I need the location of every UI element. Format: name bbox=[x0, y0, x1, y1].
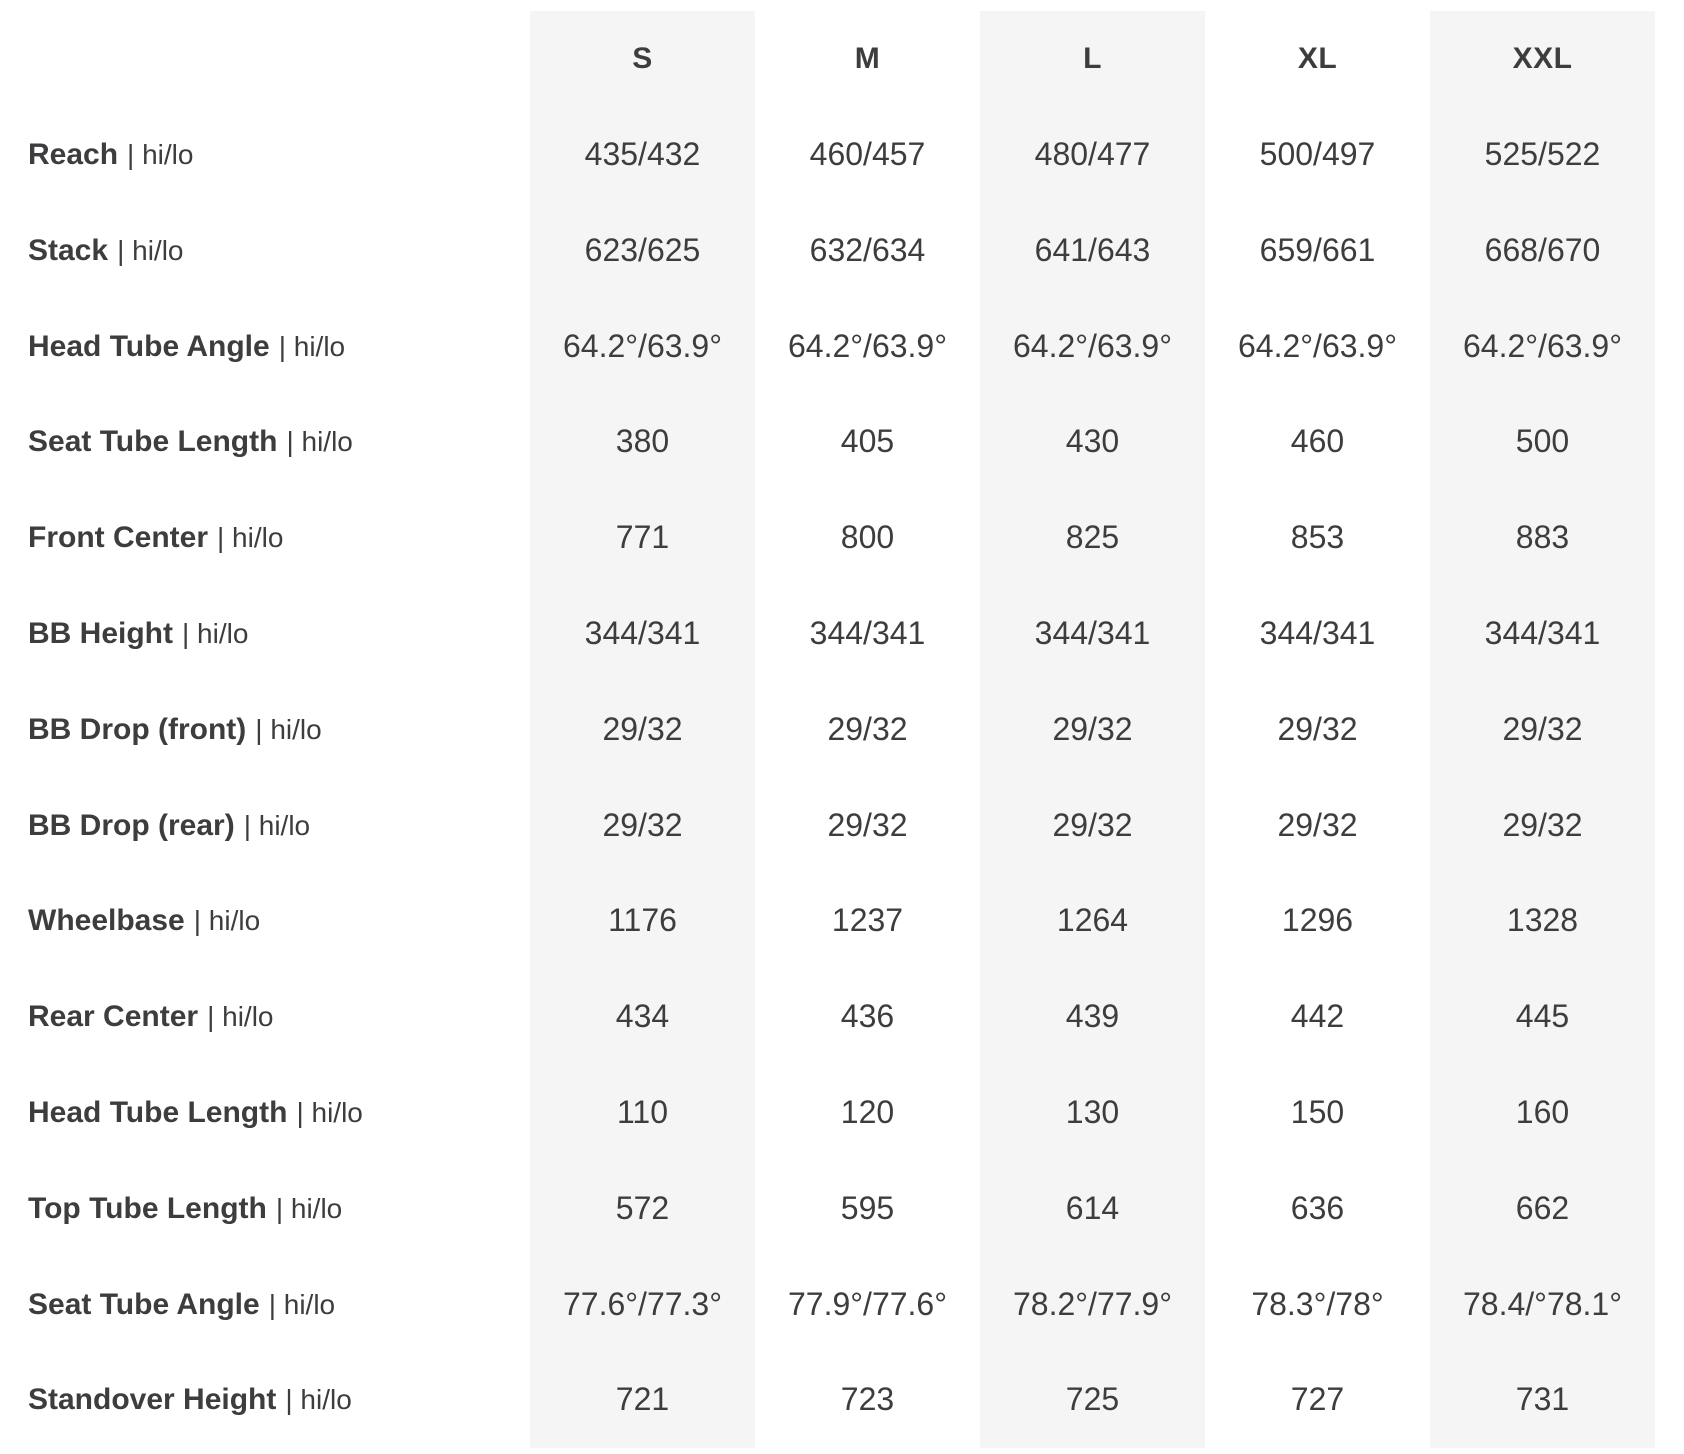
value-cell-xxl: 662 bbox=[1430, 1161, 1655, 1257]
value-cell-s: 434 bbox=[530, 969, 755, 1065]
row-label-suffix: | hi/lo bbox=[275, 1192, 343, 1224]
value-cell-xxl: 78.4/°78.1° bbox=[1430, 1257, 1655, 1353]
value-cell-xl: 636 bbox=[1290, 1189, 1345, 1226]
row-label-suffix: | hi/lo bbox=[286, 426, 353, 458]
value-cell-l: 344/341 bbox=[980, 586, 1205, 682]
value-cell-xl: 29/32 bbox=[1277, 710, 1358, 747]
row-label-text: BB Drop (front) bbox=[28, 712, 247, 746]
row-label bbox=[0, 394, 530, 490]
value-cell-s: 771 bbox=[530, 490, 755, 586]
row-label-text: Head Tube Length bbox=[28, 1095, 288, 1129]
row-label-suffix: | hi/lo bbox=[193, 905, 261, 937]
value-cell-m: 77.9°/77.6° bbox=[787, 1285, 948, 1322]
value-cell-s: 380 bbox=[530, 394, 755, 490]
row-label bbox=[0, 299, 530, 395]
value-cell-s: 77.6°/77.3° bbox=[530, 1257, 755, 1353]
value-cell-s: 344/341 bbox=[530, 586, 755, 682]
row-label-text: BB Drop (rear) bbox=[28, 808, 235, 842]
value-cell-s: 64.2°/63.9° bbox=[530, 299, 755, 395]
row-label-suffix: | hi/lo bbox=[285, 1384, 352, 1416]
value-cell-xl: 442 bbox=[1290, 998, 1345, 1035]
value-cell-s: 572 bbox=[530, 1161, 755, 1257]
value-cell-xl: 150 bbox=[1290, 1093, 1345, 1130]
value-cell-s: 623/625 bbox=[530, 203, 755, 299]
column-header-m: M bbox=[854, 42, 881, 75]
row-label bbox=[0, 969, 530, 1065]
value-cell-m: 64.2°/63.9° bbox=[787, 327, 948, 364]
value-cell-xxl: 29/32 bbox=[1430, 778, 1655, 874]
value-cell-xxl: 731 bbox=[1430, 1352, 1655, 1448]
row-label bbox=[0, 1257, 530, 1353]
value-cell-l: 439 bbox=[980, 969, 1205, 1065]
row-label-suffix: | hi/lo bbox=[255, 713, 322, 745]
row-label bbox=[0, 1352, 530, 1448]
value-cell-s: 29/32 bbox=[530, 778, 755, 874]
value-cell-l: 1264 bbox=[980, 873, 1205, 969]
row-label-suffix: | hi/lo bbox=[217, 522, 284, 554]
row-label bbox=[0, 1161, 530, 1257]
row-label-suffix: | hi/lo bbox=[207, 1001, 274, 1033]
value-cell-m: 29/32 bbox=[827, 806, 908, 843]
value-cell-m: 460/457 bbox=[809, 136, 926, 172]
value-cell-m: 344/341 bbox=[809, 614, 926, 651]
row-label bbox=[0, 1065, 530, 1161]
row-label-suffix: | hi/lo bbox=[278, 330, 346, 362]
row-label-suffix: | hi/lo bbox=[296, 1096, 363, 1128]
value-cell-s: 435/432 bbox=[530, 107, 755, 203]
row-label bbox=[0, 586, 530, 682]
value-cell-l: 64.2°/63.9° bbox=[980, 299, 1205, 395]
row-label-text: Wheelbase bbox=[28, 904, 185, 938]
value-cell-xxl: 883 bbox=[1430, 490, 1655, 586]
value-cell-xl: 853 bbox=[1290, 519, 1345, 556]
row-label bbox=[0, 490, 530, 586]
row-label-text: Rear Center bbox=[28, 1000, 199, 1034]
row-label bbox=[0, 778, 530, 874]
value-cell-l: 614 bbox=[980, 1161, 1205, 1257]
row-label-suffix: | hi/lo bbox=[182, 617, 249, 649]
column-header-xxl: XXL bbox=[1430, 11, 1655, 107]
value-cell-m: 632/634 bbox=[809, 231, 926, 268]
value-cell-m: 723 bbox=[840, 1381, 895, 1418]
row-label-suffix: | hi/lo bbox=[127, 139, 194, 170]
value-cell-xxl: 1328 bbox=[1430, 873, 1655, 969]
value-cell-xl: 344/341 bbox=[1259, 614, 1376, 651]
row-label-suffix: | hi/lo bbox=[243, 809, 311, 841]
value-cell-m: 595 bbox=[840, 1189, 895, 1226]
value-cell-l: 78.2°/77.9° bbox=[980, 1257, 1205, 1353]
row-label bbox=[0, 873, 530, 969]
value-cell-xxl: 64.2°/63.9° bbox=[1430, 299, 1655, 395]
value-cell-m: 120 bbox=[840, 1093, 895, 1130]
value-cell-s: 29/32 bbox=[530, 682, 755, 778]
value-cell-m: 800 bbox=[840, 519, 895, 556]
value-cell-xl: 1296 bbox=[1281, 902, 1354, 939]
value-cell-xxl: 160 bbox=[1430, 1065, 1655, 1161]
value-cell-l: 430 bbox=[980, 394, 1205, 490]
row-label-text: Seat Tube Length bbox=[28, 425, 278, 459]
column-header-xl: XL bbox=[1297, 42, 1338, 75]
value-cell-xxl: 29/32 bbox=[1430, 682, 1655, 778]
value-cell-s: 110 bbox=[530, 1065, 755, 1161]
value-cell-m: 405 bbox=[840, 423, 895, 460]
row-label bbox=[0, 107, 530, 203]
value-cell-xxl: 668/670 bbox=[1430, 203, 1655, 299]
value-cell-l: 480/477 bbox=[980, 107, 1205, 203]
value-cell-xxl: 525/522 bbox=[1430, 107, 1655, 203]
value-cell-m: 436 bbox=[840, 998, 895, 1035]
value-cell-xl: 500/497 bbox=[1259, 136, 1376, 172]
value-cell-l: 29/32 bbox=[980, 682, 1205, 778]
value-cell-m: 29/32 bbox=[827, 710, 908, 747]
row-label-text: Front Center bbox=[28, 521, 208, 555]
row-label-text: Seat Tube Angle bbox=[28, 1287, 260, 1321]
row-label-text: Top Tube Length bbox=[28, 1191, 267, 1225]
value-cell-l: 130 bbox=[980, 1065, 1205, 1161]
row-label-suffix: | hi/lo bbox=[268, 1288, 336, 1320]
value-cell-l: 641/643 bbox=[980, 203, 1205, 299]
row-label-text: Standover Height bbox=[28, 1383, 277, 1417]
value-cell-xl: 727 bbox=[1290, 1381, 1345, 1418]
value-cell-l: 29/32 bbox=[980, 778, 1205, 874]
value-cell-xl: 460 bbox=[1290, 423, 1345, 460]
row-label-text: BB Height bbox=[28, 616, 173, 650]
value-cell-xl: 659/661 bbox=[1259, 231, 1376, 268]
column-header-s: S bbox=[530, 11, 755, 107]
row-label bbox=[0, 682, 530, 778]
value-cell-xl: 78.3°/78° bbox=[1251, 1285, 1384, 1322]
value-cell-l: 725 bbox=[980, 1352, 1205, 1448]
header-empty-cell bbox=[0, 11, 530, 107]
value-cell-xxl: 344/341 bbox=[1430, 586, 1655, 682]
column-header-l: L bbox=[980, 11, 1205, 107]
value-cell-xxl: 500 bbox=[1430, 394, 1655, 490]
row-label-text: Stack bbox=[28, 233, 109, 267]
value-cell-l: 825 bbox=[980, 490, 1205, 586]
value-cell-s: 1176 bbox=[530, 873, 755, 969]
geometry-table bbox=[0, 11, 1684, 1448]
value-cell-xxl: 445 bbox=[1430, 969, 1655, 1065]
value-cell-s: 721 bbox=[530, 1352, 755, 1448]
value-cell-xl: 29/32 bbox=[1277, 806, 1358, 843]
value-cell-m: 1237 bbox=[831, 902, 904, 939]
row-label bbox=[0, 203, 530, 299]
row-label-text: Reach bbox=[28, 138, 119, 171]
row-label-suffix: | hi/lo bbox=[117, 234, 184, 266]
row-label-text: Head Tube Angle bbox=[28, 329, 270, 363]
value-cell-xl: 64.2°/63.9° bbox=[1237, 327, 1398, 364]
